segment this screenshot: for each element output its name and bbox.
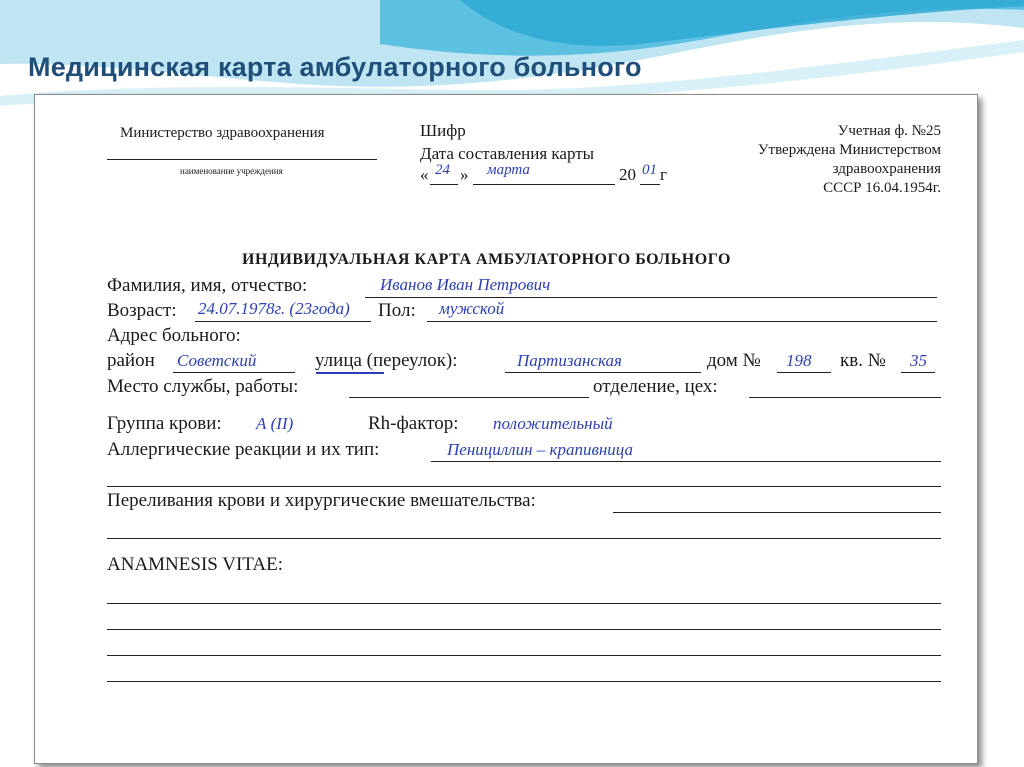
rh-label: Rh-фактор: <box>368 413 459 434</box>
date-year-value: 01 <box>642 162 657 178</box>
blood-value: А (II) <box>256 414 294 433</box>
blood-label: Группа крови: <box>107 413 222 434</box>
address-label: Адрес больного: <box>107 325 241 346</box>
name-label: Фамилия, имя, отчество: <box>107 275 308 296</box>
medical-card-document <box>34 94 978 764</box>
date-year-line <box>640 184 660 185</box>
age-label: Возраст: <box>107 300 177 321</box>
date-open-quote: « <box>420 165 429 184</box>
street-label: улица (переулок): <box>315 350 458 371</box>
street-value: Партизанская <box>517 351 622 370</box>
apt-value: 35 <box>910 351 927 370</box>
work-line <box>349 397 589 398</box>
name-line <box>365 297 937 298</box>
anamnesis-line-2 <box>107 629 941 630</box>
date-month-line <box>473 184 615 185</box>
transfusion-label: Переливания крови и хирургические вмешательства: <box>107 490 536 511</box>
date-month-value: марта <box>487 162 530 178</box>
district-line <box>173 372 295 373</box>
date-day-line <box>430 184 458 185</box>
date-year-prefix: 20 <box>619 165 636 184</box>
street-underline <box>316 372 384 374</box>
allergy-line <box>431 461 941 462</box>
house-label: дом № <box>707 350 761 371</box>
date-day-value: 24 <box>435 162 450 178</box>
apt-line <box>901 372 935 373</box>
form-title: ИНДИВИДУАЛЬНАЯ КАРТА АМБУЛАТОРНОГО БОЛЬНОГО <box>242 251 731 268</box>
anamnesis-line-3 <box>107 655 941 656</box>
apt-label: кв. № <box>840 350 886 371</box>
institution-caption: наименование учреждения <box>180 166 283 176</box>
institution-line <box>107 159 377 160</box>
age-value: 24.07.1978г. (23года) <box>198 299 350 318</box>
approved-line-1: Утверждена Министерством <box>757 142 941 158</box>
age-line <box>195 321 371 322</box>
house-line <box>777 372 831 373</box>
form-number: Учетная ф. №25 <box>837 123 941 139</box>
dept-label: отделение, цех: <box>593 376 718 397</box>
sex-value: мужской <box>439 299 505 318</box>
transfusion-line <box>613 512 941 513</box>
cipher-label: Шифр <box>420 121 466 140</box>
work-label: Место службы, работы: <box>107 376 299 397</box>
transfusion-line-2 <box>107 538 941 539</box>
allergy-value: Пенициллин – крапивница <box>447 440 633 459</box>
anamnesis-line-1 <box>107 603 941 604</box>
ministry-label: Министерство здравоохранения <box>120 125 325 141</box>
slide-title: Медицинская карта амбулаторного больного <box>28 52 642 82</box>
date-close-quote: » <box>460 165 469 184</box>
street-line <box>505 372 701 373</box>
district-value: Советский <box>177 351 257 370</box>
district-label: район <box>107 350 155 371</box>
approved-line-3: СССР 16.04.1954г. <box>823 180 941 196</box>
allergy-line-2 <box>107 486 941 487</box>
sex-line <box>427 321 937 322</box>
date-year-suffix: г <box>660 165 667 184</box>
date-label: Дата составления карты <box>420 144 595 163</box>
allergy-label: Аллергические реакции и их тип: <box>107 439 380 460</box>
rh-value: положительный <box>493 414 613 433</box>
name-value: Иванов Иван Петрович <box>380 275 551 294</box>
house-value: 198 <box>786 351 812 370</box>
sex-label: Пол: <box>378 300 416 321</box>
dept-line <box>749 397 941 398</box>
anamnesis-label: ANAMNESIS VITAE: <box>107 554 283 575</box>
anamnesis-line-4 <box>107 681 941 682</box>
approved-line-2: здравоохранения <box>832 161 941 177</box>
